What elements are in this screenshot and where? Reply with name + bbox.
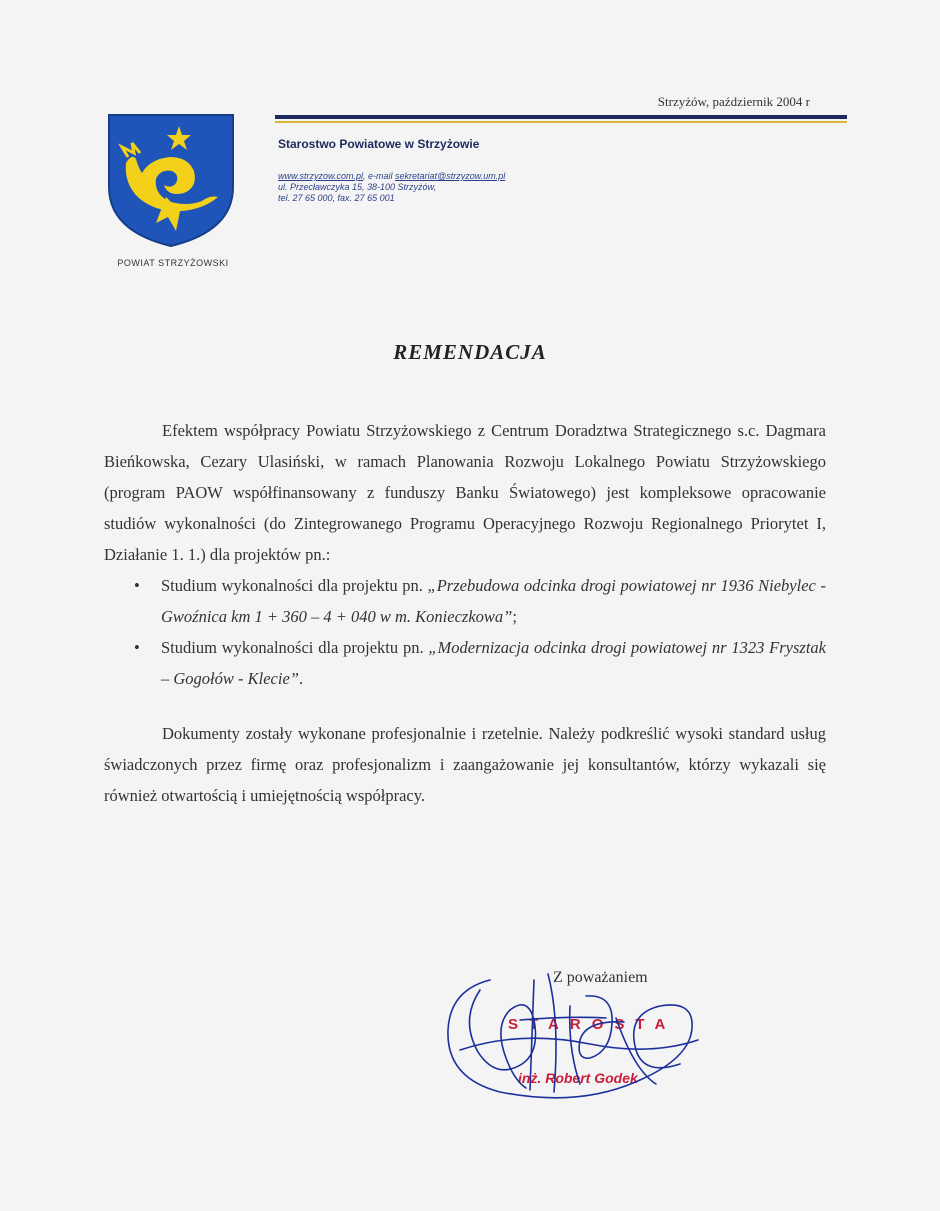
bullet-prefix: Studium wykonalności dla projektu pn. xyxy=(161,638,429,657)
bullet-suffix: . xyxy=(298,669,304,688)
phone-line: tel. 27 65 000, fax. 27 65 001 xyxy=(278,193,395,203)
bullet-icon: • xyxy=(134,638,140,657)
org-name: Starostwo Powiatowe w Strzyżowie xyxy=(278,137,480,151)
paragraph-gap xyxy=(104,694,826,718)
date-line: Strzyżów, październik 2004 r xyxy=(657,94,810,109)
bullet-prefix: Studium wykonalności dla projektu pn. xyxy=(161,576,428,595)
project-list xyxy=(104,570,826,694)
bullet-suffix: ; xyxy=(512,607,517,626)
closing-phrase: Z poważaniem xyxy=(553,969,648,986)
website-link[interactable]: www.strzyzow.com.pl xyxy=(278,171,364,181)
header-rule-navy xyxy=(275,115,847,119)
project-name: „Modernizacja odcinka drogi powiatowej nr 1323 Frysztak – Gogołów - Klecie” xyxy=(161,638,826,688)
header-rule-gold xyxy=(275,121,847,123)
coat-of-arms-caption: POWIAT STRZYŻOWSKI xyxy=(117,258,229,268)
contact-block xyxy=(278,171,608,204)
bullet-icon: • xyxy=(134,576,140,595)
document-title: REMENDACJA xyxy=(393,340,547,364)
list-item xyxy=(134,570,826,632)
paragraph-2: Dokumenty zostały wykonane profesjonalnie i rzetelnie. Należy podkreślić wysoki standard usług świadczonych przez firmę oraz profesjonalizm i zaangażowanie jej konsultantów, którzy wykazali się również otwartością i umiejętnością współpracy. xyxy=(104,724,826,805)
paragraph-1: Efektem współpracy Powiatu Strzyżowskiego z Centrum Doradztwa Strategicznego s.c. Dagmara Bieńkowska, Cezary Ulasiński, w ramach Planowania Rozwoju Lokalnego Powiatu Strzyżowskiego (program PAOW współfinansowany z funduszy Banku Światowego) jest kompleksowe opracowanie studiów wykonalności (do Zintegrowanego Programu Operacyjnego Rozwoju Regionalnego Priorytet I, Działanie 1. 1.) dla projektów pn.: xyxy=(104,421,826,564)
list-item xyxy=(134,632,826,694)
stamp-name: inż. Robert Godek xyxy=(518,1070,638,1086)
email-label: , e-mail xyxy=(363,171,396,181)
contact-web-email-line xyxy=(278,171,608,182)
stamp-title: STAROSTA xyxy=(508,1016,677,1033)
address-line: ul. Przecławczyka 15, 38-100 Strzyżów, xyxy=(278,182,437,192)
signature-icon xyxy=(430,960,720,1110)
coat-of-arms-icon xyxy=(106,113,236,248)
project-name: „Przebudowa odcinka drogi powiatowej nr 1936 Niebylec - Gwoźnica km 1 + 360 – 4 + 040 w m. Konieczkowa” xyxy=(161,576,826,626)
email-link[interactable]: sekretariat@strzyzow.um.pl xyxy=(395,171,506,181)
letter-body xyxy=(104,415,826,811)
